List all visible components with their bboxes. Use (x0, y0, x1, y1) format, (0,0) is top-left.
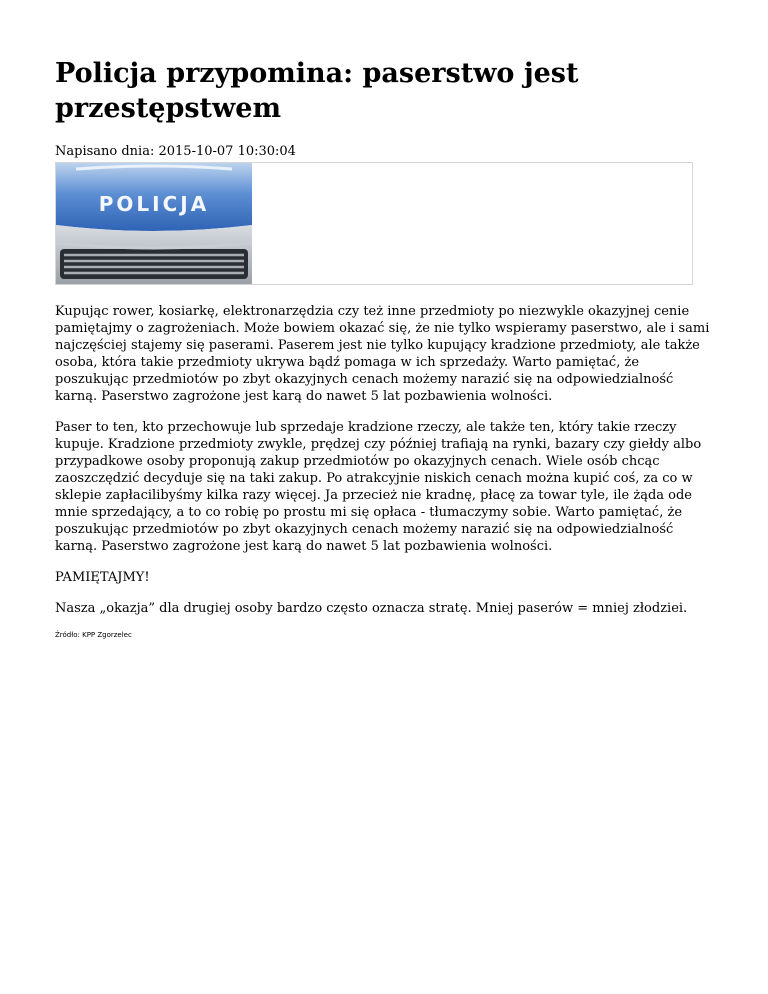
article (55, 0, 715, 640)
article-body (55, 303, 715, 617)
date-value: 2015-10-07 10:30:04 (158, 144, 296, 159)
paragraph-2: Paser to ten, kto przechowuje lub sprzedaje kradzione rzeczy, ale także ten, który takie rzeczy kupuje. Kradzione przedmioty zwykle, prędzej czy później trafiają na rynki, bazary czy giełdy albo przypadkowe osoby proponują zakup przedmiotów po okazyjnych cenach. Wiele osób chcąc zaoszczędzić decyduje się na taki zakup. Po atrakcyjnie niskich cenach można kupić coś, za co w sklepie zapłacilibyśmy kilka razy więcej. Ja przecież nie kradnę, płacę za towar tyle, ile żąda ode mnie sprzedający, a to co robię po prostu mi się opłaca - tłumaczymy sobie. Warto pamiętać, że poszukując przedmiotów po zbyt okazyjnych cenach możemy narazić się na odpowiedzialność karną. Paserstwo zagrożone jest karą do nawet 5 lat pozbawienia wolności. (55, 420, 702, 554)
article-source: Źródło: KPP Zgorzelec (55, 631, 132, 639)
paragraph-3: PAMIĘTAJMY! (55, 570, 150, 585)
paragraph-1: Kupując rower, kosiarkę, elektronarzędzia czy też inne przedmioty po niezwykle okazyjnej cenie pamiętajmy o zagrożeniach. Może bowiem okazać się, że nie tylko wspieramy paserstwo, ale i sami najczęściej stajemy się paserami. Paserem jest nie tylko kupujący kradzione przedmioty, ale także osoba, która takie przedmioty ukrywa bądź pomaga w ich sprzedaży. Warto pamiętać, że poszukując przedmiotów po zbyt okazyjnych cenach możemy narazić się na odpowiedzialność karną. Paserstwo zagrożone jest karą do nawet 5 lat pozbawienia wolności. (55, 304, 710, 404)
article-image-frame (55, 162, 693, 285)
police-car-photo (56, 163, 252, 284)
date-prefix: Napisano dnia: (55, 144, 155, 159)
hood-lettering: POLICJA (98, 192, 210, 216)
article-date (55, 144, 715, 160)
article-title: Policja przypomina: paserstwo jest przestępstwem (55, 58, 579, 124)
police-car-image (56, 163, 252, 284)
paragraph-4: Nasza „okazja” dla drugiej osoby bardzo często oznacza stratę. Mniej paserów = mniej złodziei. (55, 601, 688, 616)
